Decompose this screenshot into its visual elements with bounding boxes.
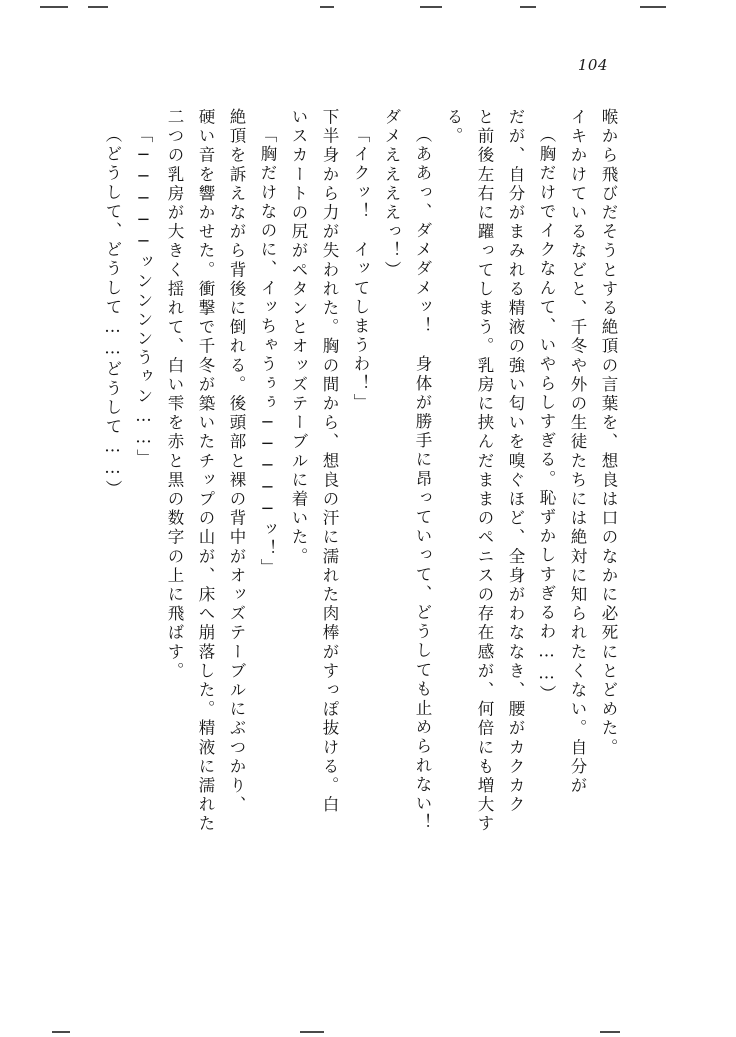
scan-mark [52, 1031, 70, 1033]
scan-mark [520, 6, 536, 8]
text-column: ダメええええっ！） [382, 108, 401, 280]
text-column: （どうして、どうして……どうして……） [103, 126, 122, 499]
text-column: と前後左右に躍ってしまう。乳房に挟んだままのペニスの存在感が、何倍にも増大す [475, 108, 494, 834]
text-column: イキかけているなどと、千冬や外の生徒たちには絶対に知られたくない。自分が [568, 108, 587, 796]
text-column: （胸だけでイクなんて、いやらしすぎる。恥ずかしすぎるわ……） [537, 126, 556, 704]
text-column: 硬い音を響かせた。衝撃で千冬が築いたチップの山が、床へ崩落した。精液に濡れた [196, 108, 215, 834]
scan-mark [600, 1031, 620, 1033]
text-column: 二つの乳房が大きく揺れて、白い雫を赤と黒の数字の上に飛ばす。 [165, 108, 184, 681]
text-column: （ああっ、ダメダメッ！ 身体が勝手に昂っていって、どうしても止められない！ [413, 126, 432, 833]
text-column: いスカートの尻がペタンとオッズテーブルに着いた。 [289, 108, 308, 567]
text-column: だが、自分がまみれる精液の強い匂いを嗅ぐほど、全身がわななき、腰がカクカク [506, 108, 525, 815]
text-column: 「イクッ！ イッてしまうわ！」 [351, 126, 370, 413]
page-number: 104 [577, 56, 608, 74]
scan-mark [300, 1031, 324, 1033]
text-column: る。 [444, 108, 463, 147]
text-column: 下半身から力が失われた。胸の間から、想良の汗に濡れた肉棒がすっぽ抜ける。白 [320, 108, 339, 815]
scan-mark [420, 6, 442, 8]
vertical-text-body [92, 108, 616, 936]
text-column: 「胸だけなのに、イッちゃうぅぅ─────ッ！」 [258, 126, 277, 578]
scan-mark [88, 6, 108, 8]
text-column: 「─────ッンンンンうゥン……」 [134, 126, 153, 469]
text-column: 絶頂を訴えながら背後に倒れる。後頭部と裸の背中がオッズテーブルにぶつかり、 [227, 108, 246, 815]
scan-mark [320, 6, 334, 8]
scan-mark [640, 6, 666, 8]
scan-mark [40, 6, 68, 8]
text-column: 喉から飛びだそうとする絶頂の言葉を、想良は口のなかに必死にとどめた。 [599, 108, 618, 758]
